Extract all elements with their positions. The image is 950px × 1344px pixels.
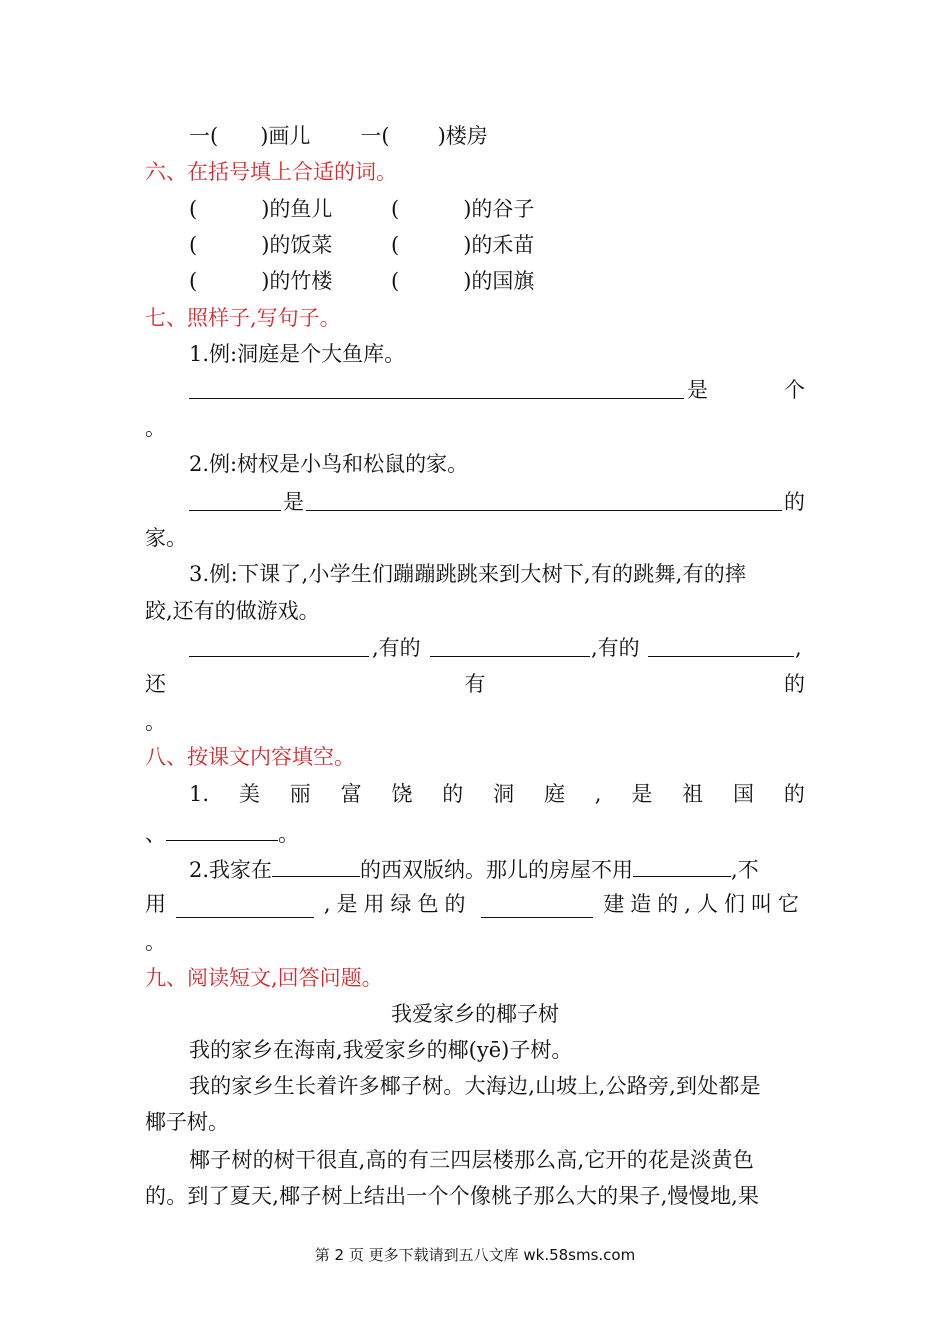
answer-line-3c (648, 634, 794, 657)
answer-line-3b (430, 634, 590, 657)
q2-line-1: 2.我家在 的西双版纳。那儿的房屋不用 ,不 (189, 854, 759, 884)
q2-end: 。 (145, 930, 166, 954)
ex3-you2: ,有的 (591, 636, 640, 660)
top-row-b: )画儿 (260, 124, 311, 148)
ex3-end: 。 (145, 710, 166, 734)
ex3-spread-line: 还 有 的 (145, 672, 805, 696)
fill-item: ( )的饭菜 (189, 233, 333, 257)
example-2: 2.例:树杈是小鸟和松鼠的家。 (189, 452, 469, 476)
fill-item: ( )的国旗 (391, 269, 535, 293)
passage-p2-line-1: 我的家乡生长着许多椰子树。大海边,山坡上,公路旁,到处都是 (189, 1074, 761, 1098)
passage-title: 我爱家乡的椰子树 (391, 1002, 559, 1026)
passage-p2-line-2: 椰子树。 (145, 1110, 229, 1134)
answer-line-2b (306, 488, 782, 511)
fill-item: ( )的竹楼 (189, 269, 333, 293)
fill-item: ( )的谷子 (391, 197, 535, 221)
top-row (189, 122, 488, 150)
ex1-shi: 是 (687, 378, 708, 402)
passage-p3-line-1: 椰子树的树干很直,高的有三四层楼那么高,它开的花是淡黄色 (189, 1148, 754, 1172)
ex1-end: 。 (145, 416, 166, 440)
q1-line-2: 、 。 (145, 818, 299, 848)
top-row-a: 一( (189, 124, 219, 148)
section-7-heading: 七、照样子,写句子。 (145, 306, 341, 330)
ex1-ge: 个 (784, 378, 805, 402)
ex2-end: 家。 (145, 526, 187, 550)
example-3-line-2: 跤,还有的做游戏。 (145, 599, 320, 623)
passage-p3-line-2: 的。到了夏天,椰子树上结出一个个像桃子那么大的果子,慢慢地,果 (145, 1184, 760, 1208)
section-9-heading: 九、阅读短文,回答问题。 (145, 966, 383, 990)
ex2-shi: 是 (283, 490, 304, 514)
answer-line-3a (189, 634, 369, 657)
q2-line-2: 用 ,是用绿色的 建造的,人们叫它 (145, 892, 805, 916)
fill-item: ( )的鱼儿 (189, 197, 333, 221)
passage-p1: 我的家乡在海南,我爱家乡的椰(yē)子树。 (189, 1038, 573, 1062)
top-row-c: 一( (360, 124, 390, 148)
example-1: 1.例:洞庭是个大鱼库。 (189, 342, 406, 366)
ex3-comma: , (795, 636, 802, 660)
page-footer: 第 2 页 更多下载请到五八文库 wk.58sms.com (314, 1246, 636, 1264)
q1-spread-line: 1. 美 丽 富 饶 的 洞 庭 , 是 祖 国 的 (189, 782, 805, 806)
section-8-heading: 八、按课文内容填空。 (145, 745, 355, 769)
fill-item: ( )的禾苗 (391, 233, 535, 257)
top-row-d: )楼房 (437, 124, 488, 148)
answer-line-2a (189, 488, 281, 511)
answer-line-1 (189, 376, 684, 399)
ex3-you1: ,有的 (372, 636, 421, 660)
ex2-de: 的 (784, 490, 805, 514)
section-6-heading: 六、在括号填上合适的词。 (145, 160, 397, 184)
example-3-line-1: 3.例:下课了,小学生们蹦蹦跳跳来到大树下,有的跳舞,有的摔 (189, 562, 747, 586)
